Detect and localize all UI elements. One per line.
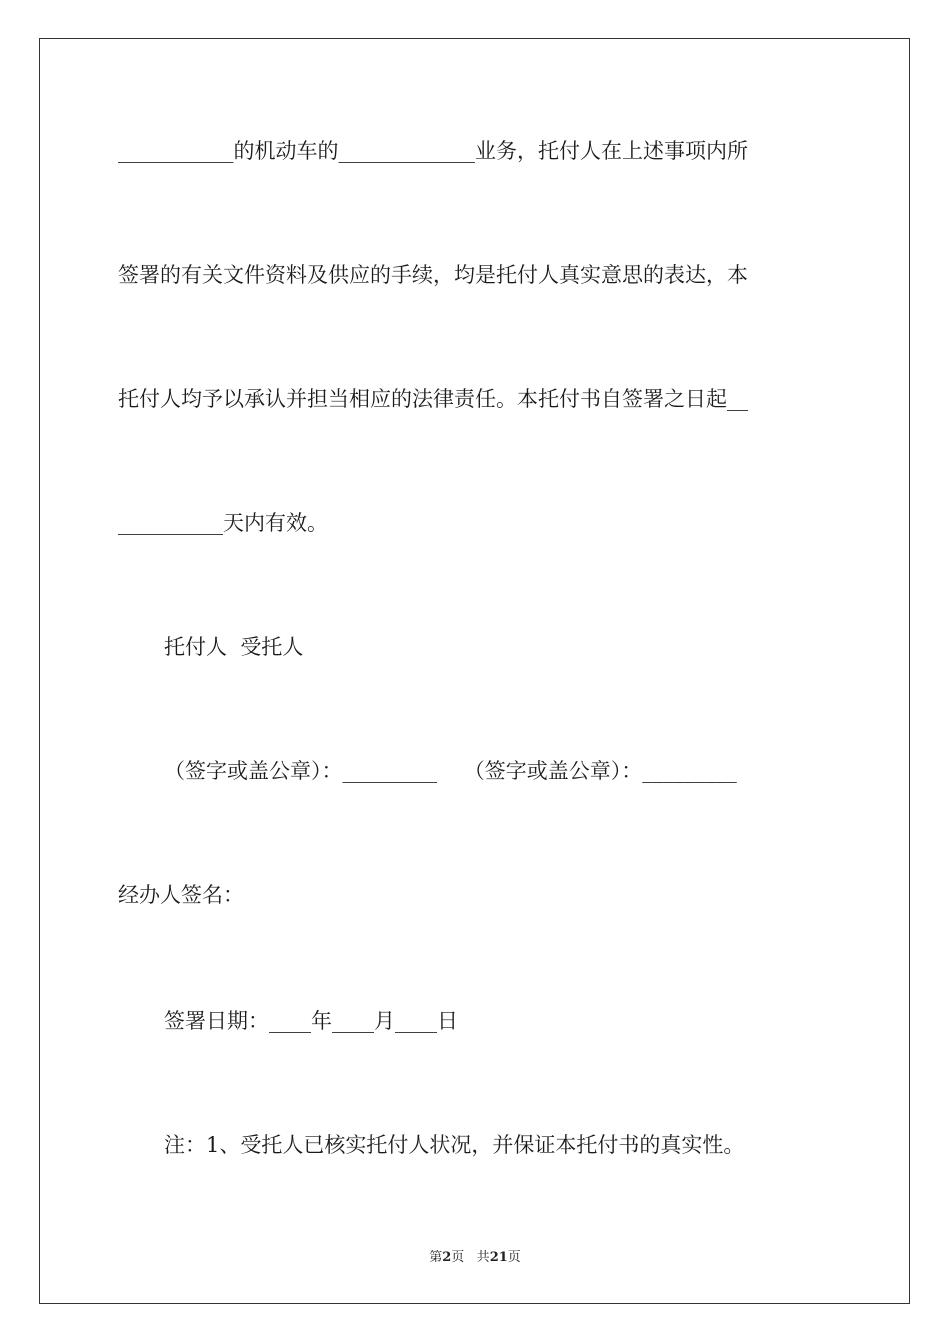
total-pages: 21: [489, 1250, 508, 1265]
body-line-4: __________天内有效。: [118, 511, 328, 535]
sign-date-line: 签署日期：____年____月____日: [164, 1009, 458, 1033]
body-line-2: 签署的有关文件资料及供应的手续，均是托付人真实意思的表达，本: [118, 263, 748, 287]
page-suffix: 页: [451, 1250, 465, 1265]
page-prefix: 第: [429, 1250, 443, 1265]
page-number: 2: [442, 1250, 452, 1265]
body-line-3: 托付人均予以承认并担当相应的法律责任。本托付书自签署之日起__: [118, 387, 748, 411]
page-footer: [0, 1246, 950, 1265]
body-line-1: ___________的机动车的_____________业务，托付人在上述事项内所: [118, 139, 748, 163]
page-border: [39, 38, 910, 1304]
signature-line: （签字或盖公章）：_________ （签字或盖公章）：_________: [164, 759, 737, 783]
note-line: 注：1、受托人已核实托付人状况，并保证本托付书的真实性。: [164, 1133, 745, 1157]
total-suffix: 页: [507, 1250, 521, 1265]
agent-signature-line: 经办人签名：: [118, 883, 244, 907]
parties-line: 托付人 受托人: [164, 635, 304, 659]
total-prefix: 共: [476, 1250, 490, 1265]
